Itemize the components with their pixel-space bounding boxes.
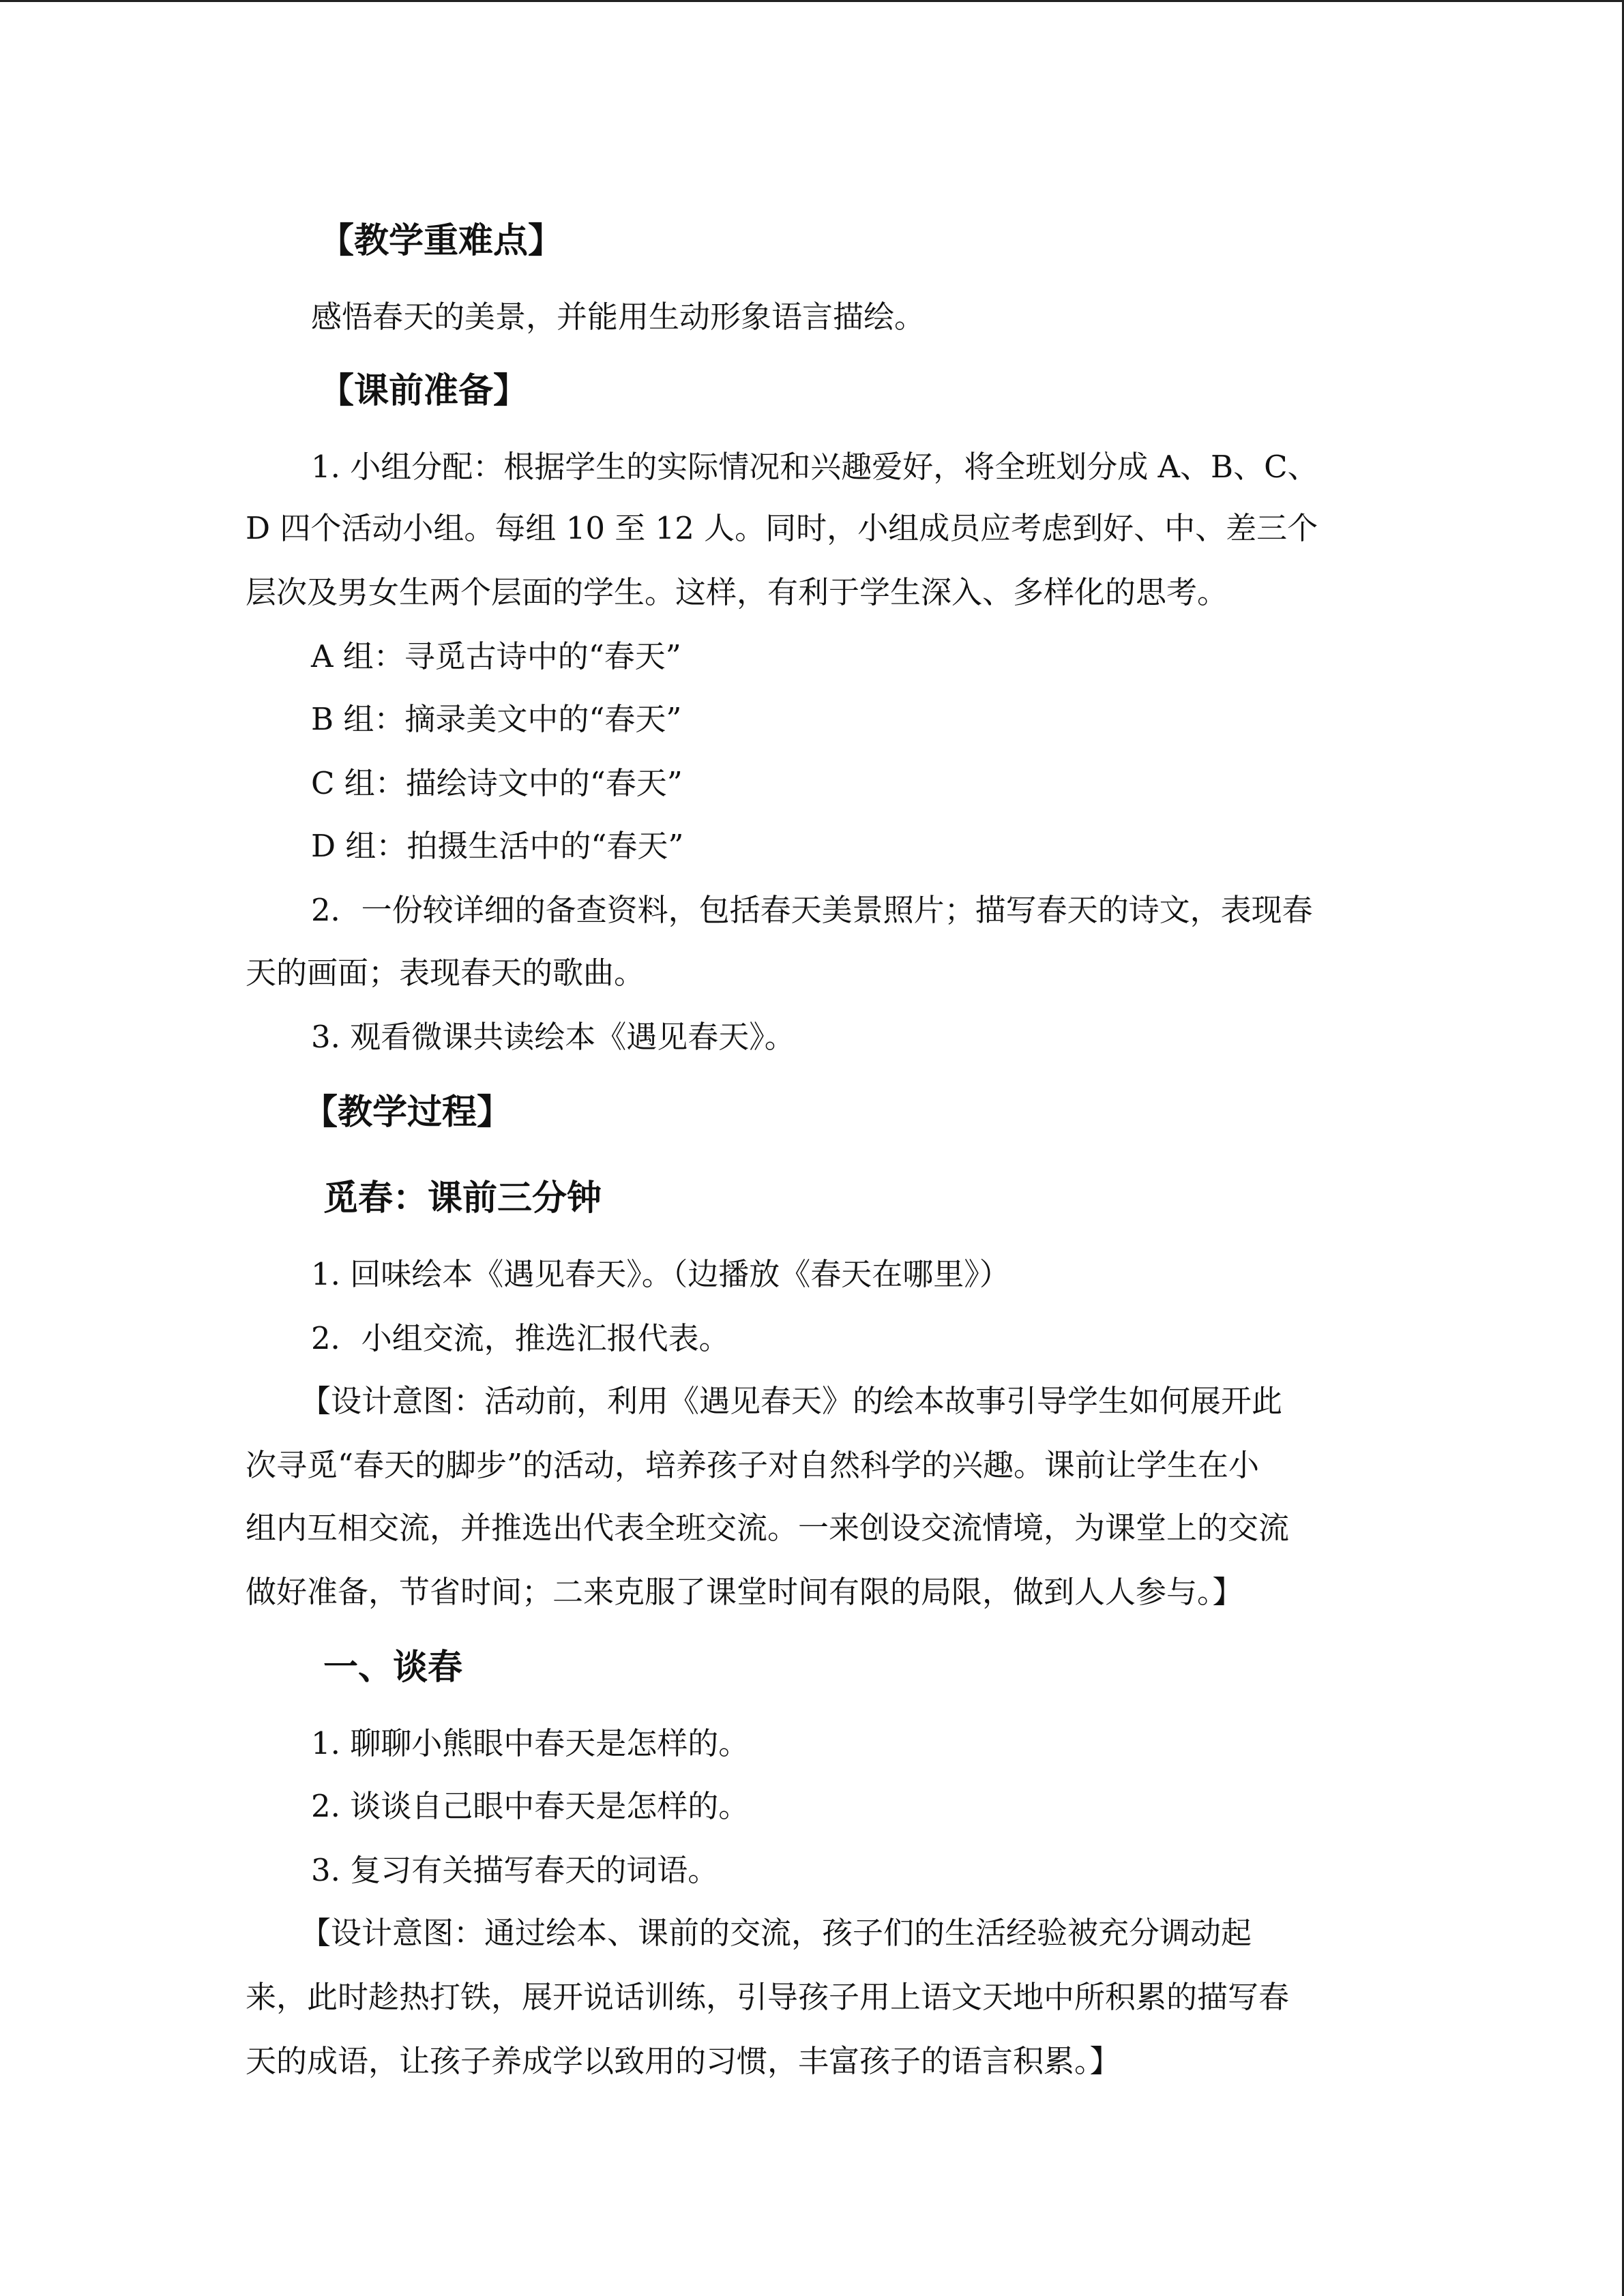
section-heading-process: 【教学过程】 <box>303 1092 512 1133</box>
subheading-seek-spring: 觅春：课前三分钟 <box>323 1178 602 1219</box>
subheading-talk-spring: 一、谈春 <box>323 1648 463 1688</box>
section-heading-key-points: 【教学重难点】 <box>319 221 563 261</box>
paragraph-line: 2．小组交流，推选汇报代表。 <box>311 1320 730 1356</box>
section-heading-preparation: 【课前准备】 <box>319 371 529 411</box>
list-item-group-d: D 组：拍摄生活中的“春天” <box>311 828 684 864</box>
list-item-group-b: B 组：摘录美文中的“春天” <box>311 701 682 737</box>
design-intent-line: 来，此时趁热打铁，展开说话训练，引导孩子用上语文天地中所积累的描写春 <box>246 1979 1290 2015</box>
paragraph-line: 1. 聊聊小熊眼中春天是怎样的。 <box>311 1725 750 1761</box>
paragraph-line: 3. 复习有关描写春天的词语。 <box>311 1852 719 1888</box>
list-item-group-c: C 组：描绘诗文中的“春天” <box>311 765 683 801</box>
design-intent-line: 做好准备，节省时间；二来克服了课堂时间有限的局限，做到人人参与。】 <box>246 1574 1243 1610</box>
design-intent-line: 天的成语，让孩子养成学以致用的习惯，丰富孩子的语言积累。】 <box>246 2043 1121 2079</box>
paragraph-line: 感悟春天的美景，并能用生动形象语言描绘。 <box>311 299 926 335</box>
design-intent-line: 【设计意图：通过绘本、课前的交流，孩子们的生活经验被充分调动起 <box>300 1915 1252 1951</box>
paragraph-line: 3. 观看微课共读绘本《遇见春天》。 <box>311 1019 795 1055</box>
paragraph-line: 2. 谈谈自己眼中春天是怎样的。 <box>311 1788 750 1824</box>
paragraph-line: D 四个活动小组。每组 10 至 12 人。同时，小组成员应考虑到好、中、差三个 <box>246 510 1318 546</box>
paragraph-line: 天的画面；表现春天的歌曲。 <box>246 955 645 991</box>
paragraph-line: 1. 回味绘本《遇见春天》。（边播放《春天在哪里》） <box>311 1256 1010 1292</box>
paragraph-line: 2．一份较详细的备查资料，包括春天美景照片；描写春天的诗文，表现春 <box>311 892 1313 928</box>
design-intent-line: 次寻觅“春天的脚步”的活动，培养孩子对自然科学的兴趣。课前让学生在小 <box>246 1447 1260 1483</box>
paragraph-line: 层次及男女生两个层面的学生。这样，有利于学生深入、多样化的思考。 <box>246 574 1228 610</box>
list-item-group-a: A 组：寻觅古诗中的“春天” <box>311 638 681 674</box>
design-intent-line: 【设计意图：活动前，利用《遇见春天》的绘本故事引导学生如何展开此 <box>300 1383 1283 1419</box>
paragraph-line: 1. 小组分配：根据学生的实际情况和兴趣爱好，将全班划分成 A、B、C、 <box>311 449 1318 485</box>
design-intent-line: 组内互相交流，并推选出代表全班交流。一来创设交流情境，为课堂上的交流 <box>246 1510 1290 1546</box>
